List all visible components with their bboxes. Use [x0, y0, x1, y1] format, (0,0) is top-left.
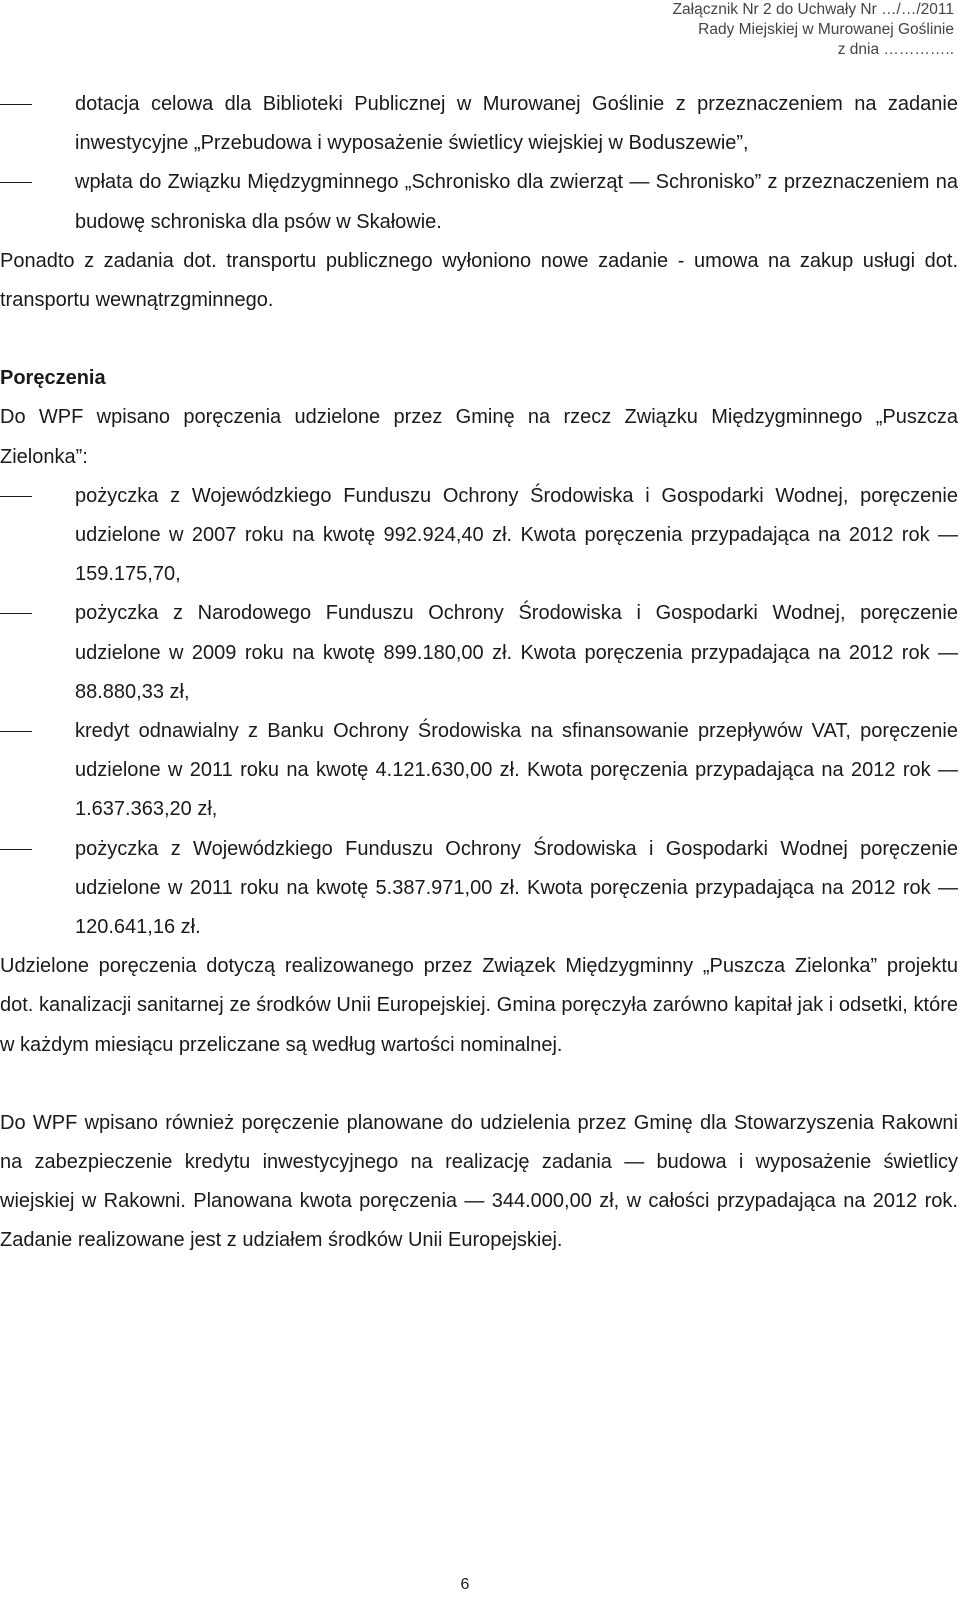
list-item-text: pożyczka z Wojewódzkiego Funduszu Ochrony Środowiska i Gospodarki Wodnej, poręczenie udzielone w 2007 roku na kwotę 992.924,40 zł. Kwota poręczenia przypadająca na 2012 rok — 159.175,70,: [75, 484, 958, 586]
list-item: [0, 830, 958, 948]
paragraph-planned-guarantee: Do WPF wpisano również poręczenie planowane do udzielenia przez Gminę dla Stowarzyszenia Rakowni na zabezpieczenie kredytu inwestycyjnego na realizację zadania — budowa i wyposażenie świetlicy wiejskiej w Rakowni. Planowana kwota poręczenia — 344.000,00 zł, w całości przypadająca na 2012 rok. Zadanie realizowane jest z udziałem środków Unii Europejskiej.: [0, 1111, 958, 1252]
page-number: 6: [460, 1576, 470, 1593]
paragraph-intro: Do WPF wpisano poręczenia udzielone przez Gminę na rzecz Związku Międzygminnego „Puszcza Zielonka”:: [0, 406, 958, 468]
list-item: [0, 712, 958, 830]
list-item-text: dotacja celowa dla Biblioteki Publicznej w Murowanej Goślinie z przeznaczeniem na zadanie inwestycyjne „Przebudowa i wyposażenie świetlicy wiejskiej w Boduszewie”,: [75, 93, 958, 155]
paragraph-guarantees: Udzielone poręczenia dotyczą realizowanego przez Związek Międzygminny „Puszcza Zielonka” projektu dot. kanalizacji sanitarnej ze środków Unii Europejskiej. Gmina poręczyła zarówno kapitał jak i odsetki, które w każdym miesiącu przeliczane są według wartości nominalnej.: [0, 955, 958, 1056]
list-item-text: pożyczka z Narodowego Funduszu Ochrony Środowiska i Gospodarki Wodnej, poręczenie udzielone w 2009 roku na kwotę 899.180,00 zł. Kwota poręczenia przypadająca na 2012 rok — 88.880,33 zł,: [75, 602, 958, 703]
header-date-line: z dnia …………..: [837, 41, 954, 58]
list-item: [0, 163, 958, 241]
list-item-text: wpłata do Związku Międzygminnego „Schronisko dla zwierząt — Schronisko” z przeznaczeniem na budowę schroniska dla psów w Skałowie.: [75, 171, 958, 233]
paragraph-spacer: [0, 1065, 958, 1104]
list-item-text: kredyt odnawialny z Banku Ochrony Środowiska na sfinansowanie przepływów VAT, poręczenie udzielone w 2011 roku na kwotę 4.121.630,00 zł. Kwota poręczenia przypadająca na 2012 rok — 1.637.363,20 zł,: [75, 720, 958, 821]
document-body: [0, 85, 958, 1261]
section-heading: Poręczenia: [0, 367, 106, 390]
header-attachment-line: Załącznik Nr 2 do Uchwały Nr …/…/2011: [672, 1, 954, 18]
header-council-line: Rady Miejskiej w Murowanej Goślinie: [698, 21, 954, 38]
paragraph-transport: Ponadto z zadania dot. transportu publicznego wyłoniono nowe zadanie - umowa na zakup usługi dot. transportu wewnątrzgminnego.: [0, 249, 958, 312]
list-item-text: pożyczka z Wojewódzkiego Funduszu Ochrony Środowiska i Gospodarki Wodnej poręczenie udzielone w 2011 roku na kwotę 5.387.971,00 zł. Kwota poręczenia przypadająca na 2012 rok — 120.641,16 zł.: [75, 837, 958, 939]
list-item: [0, 594, 958, 712]
document-header: [673, 0, 954, 60]
list-item: [0, 85, 958, 163]
list-item: [0, 477, 958, 595]
